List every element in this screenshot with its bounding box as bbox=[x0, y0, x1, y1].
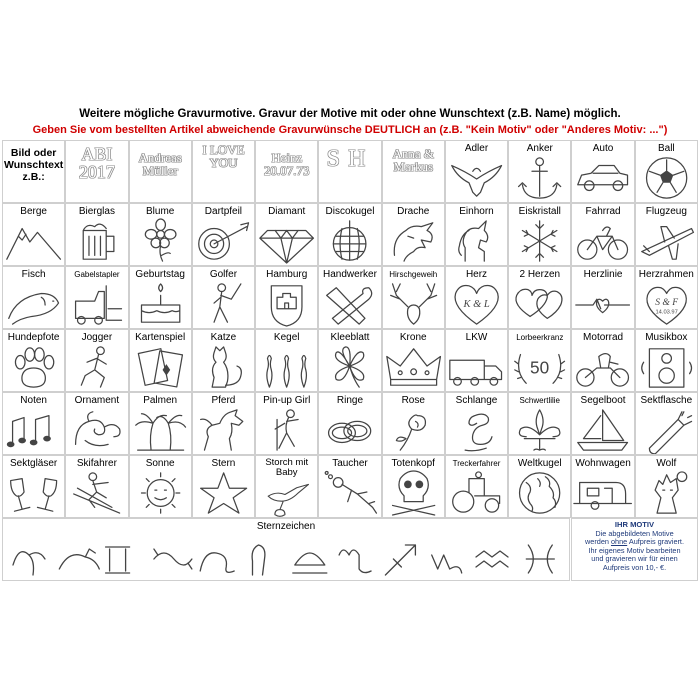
ihr-motiv-line5: Aufpreis von 10,- €. bbox=[602, 562, 667, 572]
motif-storch-mit-baby bbox=[255, 455, 318, 518]
schwertlilie-icon bbox=[509, 405, 570, 455]
motif-label: Auto bbox=[592, 143, 614, 154]
schlange-icon bbox=[446, 405, 507, 455]
motif-label: Hundepfote bbox=[7, 332, 60, 343]
motif-label: Lorbeerkranz bbox=[516, 333, 564, 342]
motif-label: Discokugel bbox=[325, 206, 375, 217]
motif-label: Sektflasche bbox=[640, 395, 693, 406]
ihr-motiv-line2-post: Aufpreis graviert. bbox=[627, 537, 684, 547]
motif-label: Blume bbox=[145, 206, 175, 217]
motif-weltkugel bbox=[508, 455, 571, 518]
fahrrad-icon bbox=[572, 216, 633, 266]
motif-lorbeerkranz bbox=[508, 329, 571, 392]
motif-label: Berge bbox=[20, 206, 47, 217]
motif-einhorn bbox=[445, 203, 508, 266]
dartpfeil-icon bbox=[193, 216, 254, 266]
zodiac-icons bbox=[9, 533, 565, 579]
motif-label: Sonne bbox=[145, 458, 175, 469]
motif-label: Geburtstag bbox=[135, 269, 185, 280]
berge-icon bbox=[3, 216, 64, 266]
example-andreas bbox=[129, 140, 192, 203]
weltkugel-icon bbox=[509, 468, 570, 518]
motif-label: LKW bbox=[465, 332, 488, 343]
motif-herzlinie bbox=[571, 266, 634, 329]
example-sh bbox=[318, 140, 381, 203]
taucher-icon bbox=[319, 468, 380, 518]
motif-label: Drache bbox=[397, 206, 430, 217]
auto-icon bbox=[572, 153, 633, 203]
motif-grid bbox=[2, 140, 698, 588]
geburtstag-icon bbox=[130, 279, 191, 329]
motif-segelboot bbox=[571, 392, 634, 455]
example-love bbox=[192, 140, 255, 203]
motif-label: Gabelstapler bbox=[74, 270, 120, 279]
motif-sektflasche bbox=[635, 392, 698, 455]
drache-icon bbox=[383, 216, 444, 266]
pin-up-girl-icon bbox=[256, 405, 317, 455]
ihr-motiv-title: IHR MOTIV bbox=[614, 520, 655, 529]
sternzeichen-cell bbox=[2, 518, 570, 581]
motif-label: Kegel bbox=[273, 332, 300, 343]
ihr-motiv-box bbox=[571, 518, 698, 581]
pferd-icon bbox=[193, 405, 254, 455]
segelboot-icon bbox=[572, 405, 633, 455]
treckerfahrer-icon bbox=[446, 468, 507, 518]
storch-mit-baby-icon bbox=[256, 476, 317, 518]
herzrahmen-icon bbox=[636, 279, 697, 329]
totenkopf-icon bbox=[383, 468, 444, 518]
rose-icon bbox=[383, 405, 444, 455]
lorbeerkranz-icon bbox=[509, 342, 570, 392]
motif-label: Treckerfahrer bbox=[452, 459, 501, 468]
motif-label: Handwerker bbox=[323, 269, 377, 280]
motif-label: Fahrrad bbox=[585, 206, 621, 217]
motif-blume bbox=[129, 203, 192, 266]
motif-label: Einhorn bbox=[459, 206, 494, 217]
flugzeug-icon bbox=[636, 216, 697, 266]
example-text-anna: Anna & Markus bbox=[392, 146, 434, 175]
motif-label: Schlange bbox=[455, 395, 498, 406]
motif-ornament bbox=[65, 392, 128, 455]
golfer-icon bbox=[193, 279, 254, 329]
ihr-motiv-line1: Die abgebildeten Motive bbox=[595, 528, 674, 538]
motif-label: Motorrad bbox=[583, 332, 624, 343]
motif-label: Dartpfeil bbox=[204, 206, 243, 217]
hirschgeweih-icon bbox=[383, 279, 444, 329]
motif-label: Anker bbox=[526, 143, 553, 154]
motif-taucher bbox=[318, 455, 381, 518]
motorrad-icon bbox=[572, 342, 633, 392]
motif-katze bbox=[192, 329, 255, 392]
motif-golfer bbox=[192, 266, 255, 329]
motif-jogger bbox=[65, 329, 128, 392]
discokugel-icon bbox=[319, 216, 380, 266]
motif-totenkopf bbox=[382, 455, 445, 518]
motif-label: Golfer bbox=[209, 269, 238, 280]
motif-kegel bbox=[255, 329, 318, 392]
motif-label: Segelboot bbox=[580, 395, 626, 406]
ihr-motiv-line4: und gravieren wir für einen bbox=[591, 554, 678, 564]
musikbox-icon bbox=[636, 342, 697, 392]
motif-label: Weltkugel bbox=[517, 458, 562, 469]
motif-label: Fisch bbox=[21, 269, 46, 280]
ihr-motiv-line2-pre: werden bbox=[585, 537, 611, 547]
fisch-icon bbox=[3, 279, 64, 329]
motif-label: Rose bbox=[401, 395, 425, 406]
svg-text:14.03.97: 14.03.97 bbox=[655, 309, 678, 316]
skifahrer-icon bbox=[66, 468, 127, 518]
motif-hamburg bbox=[255, 266, 318, 329]
jogger-icon bbox=[66, 342, 127, 392]
diamant-icon bbox=[256, 216, 317, 266]
motif-label: Herz bbox=[465, 269, 488, 280]
motif-label: Musikbox bbox=[645, 332, 688, 343]
example-text-love: I LOVE YOU bbox=[202, 142, 245, 171]
motif-label: Schwertlilie bbox=[519, 396, 561, 405]
herz-icon bbox=[446, 279, 507, 329]
example-anna bbox=[382, 140, 445, 203]
sektflasche-icon bbox=[636, 405, 697, 455]
example-heinz bbox=[255, 140, 318, 203]
kegel-icon bbox=[256, 342, 317, 392]
noten-icon bbox=[3, 405, 64, 455]
motif-label: Adler bbox=[464, 143, 489, 154]
motif-adler bbox=[445, 140, 508, 203]
motif-label: Wolf bbox=[656, 458, 677, 469]
kleeblatt-icon bbox=[319, 342, 380, 392]
motif-herzrahmen bbox=[635, 266, 698, 329]
motif-geburtstag bbox=[129, 266, 192, 329]
motif-pferd bbox=[192, 392, 255, 455]
motif-discokugel bbox=[318, 203, 381, 266]
stern-icon bbox=[193, 468, 254, 518]
sektglaeser-icon bbox=[3, 468, 64, 518]
sternzeichen-label: Sternzeichen bbox=[256, 521, 316, 532]
motif-rose bbox=[382, 392, 445, 455]
motif-fisch bbox=[2, 266, 65, 329]
motif-label: Herzlinie bbox=[583, 269, 623, 280]
motif-ball bbox=[635, 140, 698, 203]
blume-icon bbox=[130, 216, 191, 266]
motif-label: Kleeblatt bbox=[330, 332, 370, 343]
motif-flugzeug bbox=[635, 203, 698, 266]
herzlinie-icon bbox=[572, 279, 633, 329]
motif-dartpfeil bbox=[192, 203, 255, 266]
ringe-icon bbox=[319, 405, 380, 455]
motif-label: Bierglas bbox=[78, 206, 115, 217]
krone-icon bbox=[383, 342, 444, 392]
example-text-abi: ABI 2017 bbox=[78, 144, 115, 183]
header-line-2: Geben Sie vom bestellten Artikel abweichende Gravurwünsche DEUTLICH an (z.B. "Kein Motiv" oder "Anderes Motiv: ...") bbox=[32, 124, 668, 136]
motif-label: Skifahrer bbox=[76, 458, 117, 469]
motif-noten bbox=[2, 392, 65, 455]
motif-krone bbox=[382, 329, 445, 392]
motif-ringe bbox=[318, 392, 381, 455]
motif-lkw bbox=[445, 329, 508, 392]
motif-berge bbox=[2, 203, 65, 266]
wolf-icon bbox=[636, 468, 697, 518]
example-text-sh: SH bbox=[326, 146, 374, 172]
bierglas-icon bbox=[66, 216, 127, 266]
motif-label: Diamant bbox=[268, 206, 306, 217]
sonne-icon bbox=[130, 468, 191, 518]
motif-label: Ornament bbox=[74, 395, 120, 406]
motif-label: Pin-up Girl bbox=[263, 395, 311, 406]
handwerker-icon bbox=[319, 279, 380, 329]
motif-label: Jogger bbox=[81, 332, 113, 343]
motif-hundepfote bbox=[2, 329, 65, 392]
adler-icon bbox=[446, 153, 507, 203]
motif-eiskristall bbox=[508, 203, 571, 266]
motif-label: Kartenspiel bbox=[135, 332, 186, 343]
eiskristall-icon bbox=[509, 216, 570, 266]
motif-kleeblatt bbox=[318, 329, 381, 392]
gabelstapler-icon bbox=[66, 279, 127, 329]
motif-label: Stern bbox=[211, 458, 236, 469]
motif-label: Wohnwagen bbox=[575, 458, 631, 469]
svg-text:50: 50 bbox=[530, 357, 550, 378]
motif-sonne bbox=[129, 455, 192, 518]
hamburg-icon bbox=[256, 279, 317, 329]
motif-label: Noten bbox=[20, 395, 47, 406]
motif-label: Ball bbox=[657, 143, 675, 154]
motif-bierglas bbox=[65, 203, 128, 266]
ihr-motiv-line2-underlined: ohne bbox=[610, 537, 628, 547]
motif-treckerfahrer bbox=[445, 455, 508, 518]
motif-label: Herzrahmen bbox=[638, 269, 694, 280]
motif-handwerker bbox=[318, 266, 381, 329]
motif-herz bbox=[445, 266, 508, 329]
example-text-andreas: Andreas Müller bbox=[138, 150, 182, 179]
svg-text:S & F: S & F bbox=[654, 296, 678, 308]
motif-skifahrer bbox=[65, 455, 128, 518]
motif-label: Hirschgeweih bbox=[389, 270, 438, 279]
motif-gabelstapler bbox=[65, 266, 128, 329]
motif-label: Hamburg bbox=[266, 269, 308, 280]
motif-2-herzen bbox=[508, 266, 571, 329]
2-herzen-icon bbox=[509, 279, 570, 329]
motif-sektglaeser bbox=[2, 455, 65, 518]
motif-label: Totenkopf bbox=[391, 458, 435, 469]
header-line-1: Weitere mögliche Gravurmotive. Gravur der Motive mit oder ohne Wunschtext (z.B. Name) möglich. bbox=[79, 108, 621, 120]
ornament-icon bbox=[66, 405, 127, 455]
katze-icon bbox=[193, 342, 254, 392]
hundepfote-icon bbox=[3, 342, 64, 392]
motif-label: Sektgläser bbox=[10, 458, 58, 469]
motif-pin-up-girl bbox=[255, 392, 318, 455]
bild-label: Bild oder Wunschtext z.B.: bbox=[3, 147, 64, 183]
motif-label: Taucher bbox=[332, 458, 368, 469]
example-abi bbox=[65, 140, 128, 203]
wohnwagen-icon bbox=[572, 468, 633, 518]
motif-wohnwagen bbox=[571, 455, 634, 518]
motif-label: Ringe bbox=[336, 395, 364, 406]
motif-label: Eiskristall bbox=[518, 206, 561, 217]
zodiac-row bbox=[2, 518, 698, 581]
einhorn-icon bbox=[446, 216, 507, 266]
motif-fahrrad bbox=[571, 203, 634, 266]
kartenspiel-icon bbox=[130, 342, 191, 392]
motif-hirschgeweih bbox=[382, 266, 445, 329]
motif-musikbox bbox=[635, 329, 698, 392]
motif-palmen bbox=[129, 392, 192, 455]
motif-anker bbox=[508, 140, 571, 203]
example-text-heinz: Heinz 20.07.73 bbox=[263, 150, 310, 179]
motif-label: Katze bbox=[210, 332, 237, 343]
motif-kartenspiel bbox=[129, 329, 192, 392]
motif-stern bbox=[192, 455, 255, 518]
motif-schlange bbox=[445, 392, 508, 455]
motif-label: Pferd bbox=[211, 395, 236, 406]
motif-label: Flugzeug bbox=[645, 206, 687, 217]
motif-label: Krone bbox=[399, 332, 427, 343]
svg-text:K & L: K & L bbox=[463, 298, 490, 310]
palmen-icon bbox=[130, 405, 191, 455]
motif-label: Storch mit Baby bbox=[265, 457, 309, 478]
motif-label: Palmen bbox=[143, 395, 178, 406]
motif-schwertlilie bbox=[508, 392, 571, 455]
motif-wolf bbox=[635, 455, 698, 518]
lkw-icon bbox=[446, 342, 507, 392]
motif-drache bbox=[382, 203, 445, 266]
ihr-motiv-line3: Ihr eigenes Motiv bearbeiten bbox=[588, 545, 681, 555]
cell-bild-label bbox=[2, 140, 65, 203]
motif-motorrad bbox=[571, 329, 634, 392]
ball-icon bbox=[636, 153, 697, 203]
motif-auto bbox=[571, 140, 634, 203]
motif-diamant bbox=[255, 203, 318, 266]
motif-label: 2 Herzen bbox=[519, 269, 561, 280]
anker-icon bbox=[509, 153, 570, 203]
